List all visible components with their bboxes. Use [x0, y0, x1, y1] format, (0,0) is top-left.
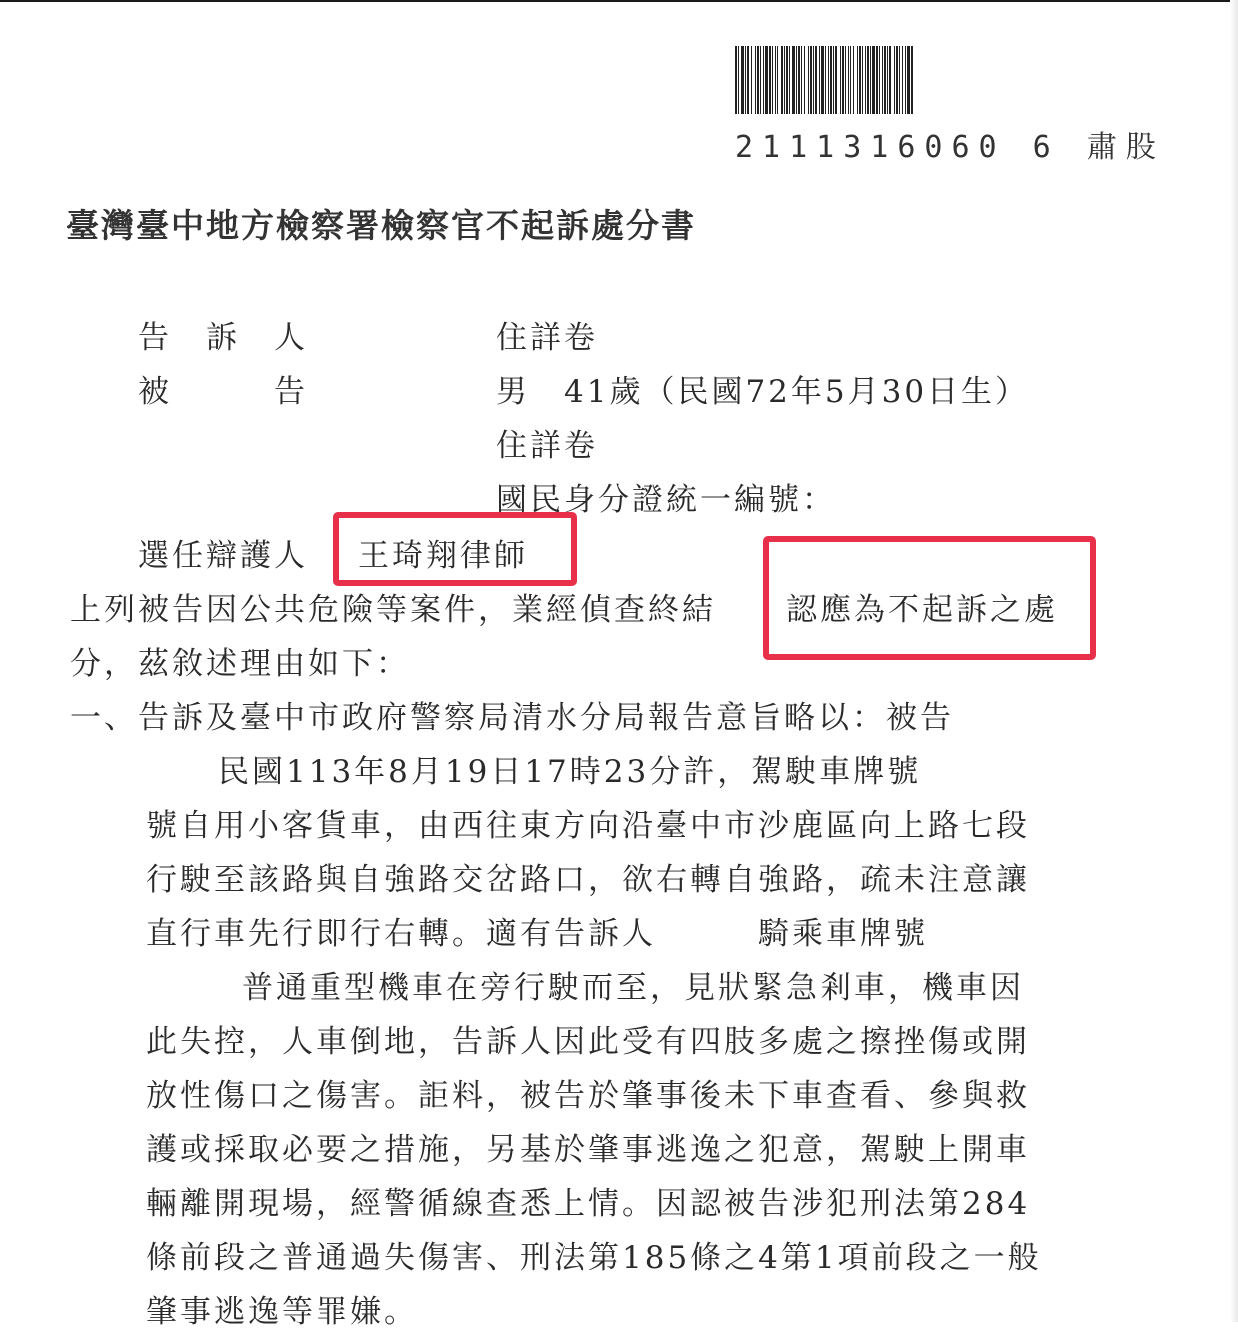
complainant-label: 告 訴 人: [138, 320, 308, 356]
section1-line: 輛離開現場，經警循線查悉上情。因認被告涉犯刑法第284: [146, 1186, 1031, 1222]
defense-counsel-label: 選任辯護人: [138, 538, 308, 574]
paragraph-intro-highlight: 認應為不起訴之處: [786, 592, 1058, 628]
section1-line: 一、告訴及臺中市政府警察局清水分局報告意旨略以：被告: [70, 700, 954, 736]
defendant-label: 被 告: [138, 374, 308, 410]
section1-line: 此失控，人車倒地，告訴人因此受有四肢多處之擦挫傷或開: [146, 1024, 1030, 1060]
section1-line: 普通重型機車在旁行駛而至，見狀緊急剎車，機車因: [242, 970, 1024, 1006]
barcode-number: 2111316060 6: [735, 130, 1060, 165]
section1-line: 行駛至該路與自強路交岔路口，欲右轉自強路，疏未注意讓: [146, 862, 1030, 898]
highlight-box-decision: [763, 536, 1096, 660]
paragraph-intro-line1: 上列被告因公共危險等案件，業經偵查終結: [70, 592, 716, 628]
page-right-shadow: [1230, 0, 1238, 1322]
barcode-image: [735, 46, 1135, 114]
section1-line: 直行車先行即行右轉。適有告訴人 騎乘車牌號: [146, 916, 928, 952]
highlight-box-counsel: [333, 512, 577, 586]
section1-line: 條前段之普通過失傷害、刑法第185條之4第1項前段之一般: [146, 1240, 1042, 1276]
paragraph-intro-line2: 分，茲敘述理由如下：: [70, 646, 410, 682]
section1-line: 民國113年8月19日17時23分許，駕駛車牌號: [218, 754, 922, 790]
defendant-info: 男 41歲（民國72年5月30日生）: [496, 374, 1030, 410]
section1-line: 放性傷口之傷害。詎料，被告於肇事後未下車查看、參與救: [146, 1078, 1030, 1114]
section1-line: 肇事逃逸等罪嫌。: [146, 1294, 418, 1330]
barcode-block: [735, 46, 1165, 166]
document-title: 臺灣臺中地方檢察署檢察官不起訴處分書: [66, 206, 696, 245]
complainant-address: 住詳卷: [496, 320, 598, 356]
defendant-address: 住詳卷: [496, 428, 598, 464]
barcode-unit: 肅股: [1086, 130, 1165, 165]
id-number-label: 國民身分證統一編號：: [496, 482, 836, 518]
page-top-edge: [0, 0, 1238, 2]
defense-counsel-name: 王琦翔律師: [358, 538, 528, 574]
section1-line: 護或採取必要之措施，另基於肇事逃逸之犯意，駕駛上開車: [146, 1132, 1030, 1168]
section1-line: 號自用小客貨車，由西往東方向沿臺中市沙鹿區向上路七段: [146, 808, 1030, 844]
